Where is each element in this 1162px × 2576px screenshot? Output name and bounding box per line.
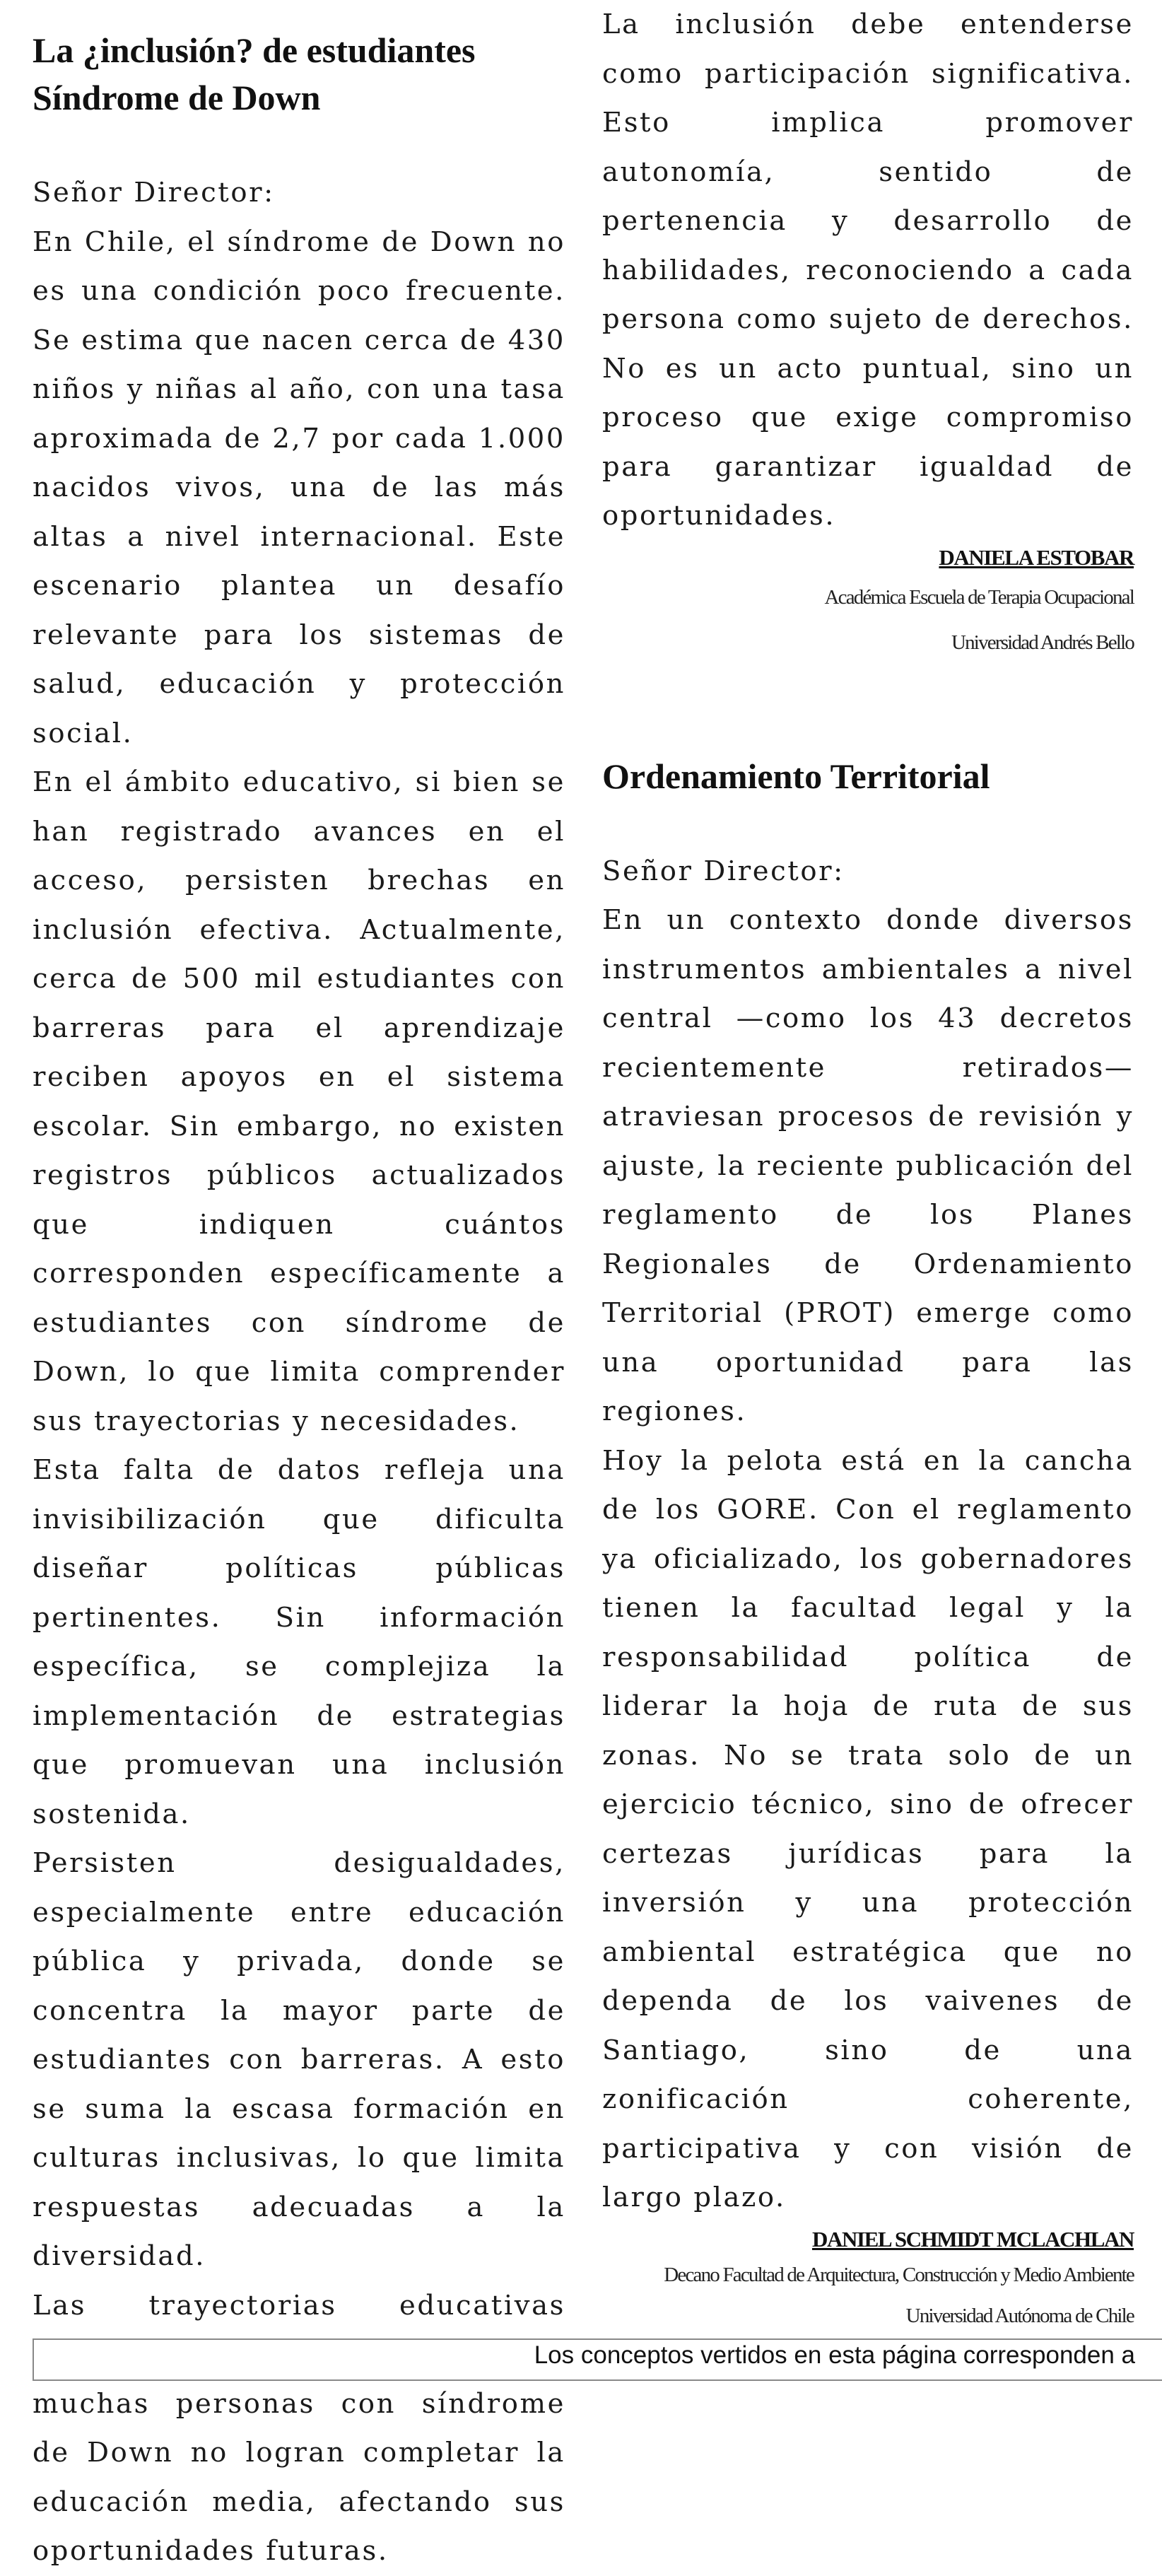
- letter-1-paragraph: [33, 218, 565, 759]
- letter-1-salutation: Señor Director:: [33, 177, 275, 209]
- letter-2-salutation: Señor Director:: [602, 855, 845, 887]
- letter-1-paragraph: [33, 1446, 565, 1839]
- letter-1-paragraph: [33, 1839, 565, 2281]
- letter-1-author-role: Académica Escuela de Terapia Ocupacional: [824, 585, 1134, 609]
- letter-2-author-role: Decano Facultad de Arquitectura, Construcción y Medio Ambiente: [664, 2263, 1134, 2286]
- footer-disclaimer-text: Los conceptos vertidos en esta página corresponden a: [534, 2341, 1135, 2369]
- letter-1-paragraph-3-text: Esta falta de datos refleja una invisibilización que dificulta diseñar políticas públicas pertinentes. Sin información específica, se complejiza la implementación de estrategias que promuevan una inclusión sostenida.: [33, 1454, 565, 1830]
- letter-2-column: [602, 0, 1134, 2338]
- footer-disclaimer-box: [33, 2338, 1162, 2381]
- letter-2-paragraph-2-text: Hoy la pelota está en la cancha de los GORE. Con el reglamento ya oficializado, los gobernadores tienen la facultad legal y la responsabilidad política de liderar la hoja de ruta de sus zonas. No se trata solo de un ejercicio técnico, sino de ofrecer certezas jurídicas para la inversión y una protección ambiental estratégica que no dependa de los vaivenes de Santiago, sino de una zonificación coherente, participativa y con visión de largo plazo.: [602, 1444, 1134, 2213]
- letter-1-paragraph: [602, 0, 1134, 541]
- letter-1-signature: [602, 541, 1134, 665]
- letter-1-author-name: DANIELA ESTOBAR: [939, 544, 1134, 570]
- letter-1-paragraph-1-text: En Chile, el síndrome de Down no es una condición poco frecuente. Se estima que nacen cerca de 430 niños y niñas al año, con una tasa aproximada de 2,7 por cada 1.000 nacidos vivos, una de las más altas a nivel internacional. Este escenario plantea un desafío relevante para los sistemas de salud, educación y protección social.: [33, 226, 565, 749]
- letter-2-author-institution: Universidad Autónoma de Chile: [905, 2304, 1134, 2327]
- letter-1-paragraph-5-text: Las trayectorias educativas muchas personas con síndrome de Down no logran completar la educación media, afectando sus oportunidades futuras.: [33, 2289, 565, 2567]
- letter-1-author-institution: Universidad Andrés Bello: [951, 631, 1134, 654]
- letter-1-paragraph: [33, 2281, 565, 2576]
- letter-1-paragraph: [33, 758, 565, 1446]
- letter-2-signature: [602, 2223, 1134, 2338]
- letter-2-title: Ordenamiento Territorial: [602, 756, 990, 796]
- letter-1-paragraph-4-text: Persisten desigualdades, especialmente entre educación pública y privada, donde se concentra la mayor parte de estudiantes con barreras. A esto se suma la escasa formación en culturas inclusivas, lo que limita respuestas adecuadas a la diversidad.: [33, 1847, 565, 2272]
- letter-1-title: La ¿inclusión? de estudiantes Síndrome de Down: [33, 30, 476, 117]
- letter-1-paragraph-6-text: La inclusión debe entenderse como participación significativa. Esto implica promover autonomía, sentido de pertenencia y desarrollo de habilidades, reconociendo a cada persona como sujeto de derechos. No es un acto puntual, sino un proceso que exige compromiso para garantizar igualdad de oportunidades.: [602, 8, 1134, 532]
- letter-2-paragraph-1-text: En un contexto donde diversos instrumentos ambientales a nivel central —como los 43 decretos recientemente retirados— atraviesan procesos de revisión y ajuste, la reciente publicación del reglamento de los Planes Regionales de Ordenamiento Territorial (PROT) emerge como una oportunidad para las regiones.: [602, 904, 1134, 1427]
- letter-2-author-name: DANIEL SCHMIDT MCLACHLAN: [812, 2226, 1134, 2252]
- letter-2-paragraph: [602, 896, 1134, 1436]
- letter-1-column: [33, 0, 565, 2576]
- letter-1-paragraph-2-text: En el ámbito educativo, si bien se han registrado avances en el acceso, persisten brechas en inclusión efectiva. Actualmente, cerca de 500 mil estudiantes con barreras para el aprendizaje reciben apoyos en el sistema escolar. Sin embargo, no existen registros públicos actualizados que indiquen cuántos corresponden específicamente a estudiantes con síndrome de Down, lo que limita comprender sus trayectorias y necesidades.: [33, 766, 565, 1437]
- letter-2-paragraph: [602, 1436, 1134, 2223]
